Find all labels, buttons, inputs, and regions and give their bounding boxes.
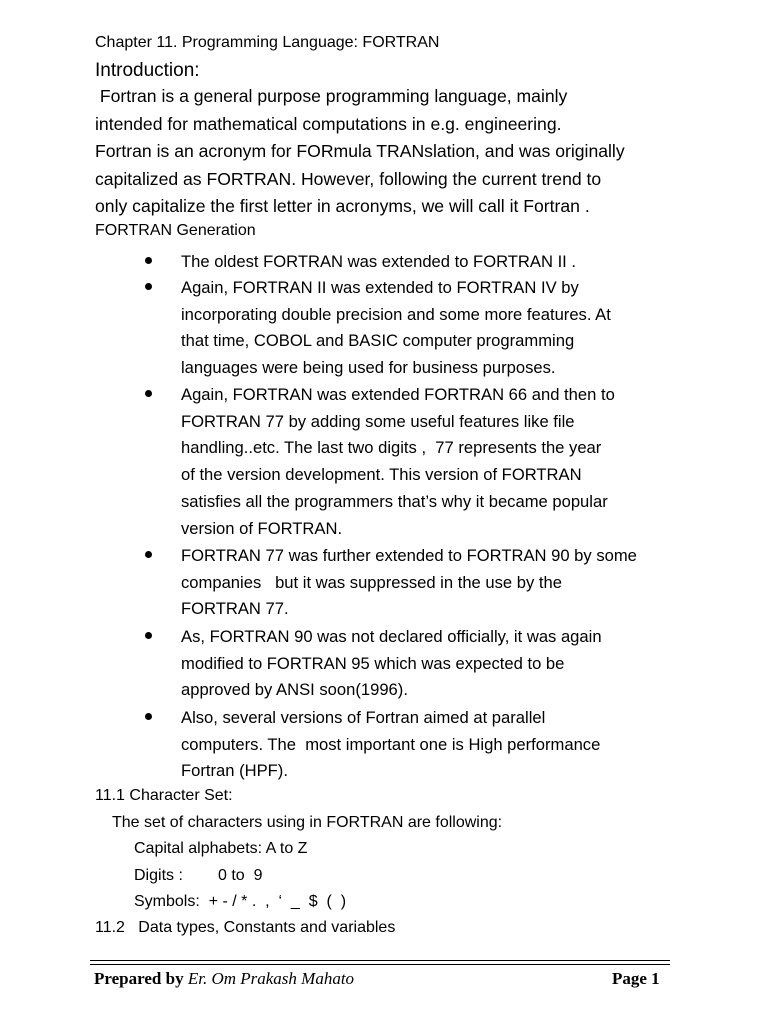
footer-prepared-by [94,969,354,989]
bullet-line: incorporating double precision and some more features. At [181,304,611,324]
bullet-line: Also, several versions of Fortran aimed at parallel [181,708,546,727]
prepared-by-label: Prepared by [94,969,184,988]
bullet-line: As, FORTRAN 90 was not declared officially, it was again [181,627,602,646]
bullet-icon [145,283,152,290]
bullet-line: FORTRAN 77 was further extended to FORTRAN 90 by some [181,546,637,565]
author-name: Er. Om Prakash Mahato [187,969,355,988]
charset-digits-value: 0 to 9 [218,867,263,884]
bullet-line: that time, COBOL and BASIC computer programming [181,331,575,351]
paragraph-line: Fortran is an acronym for FORmula TRANslation, and was originally [95,141,625,162]
bullet-line: FORTRAN 77 by adding some useful features like file [181,411,575,431]
bullet-line: Again, FORTRAN II was extended to FORTRAN IV by [181,278,579,297]
bullet-line: Again, FORTRAN was extended FORTRAN 66 and then to [181,385,615,404]
bullet-line: of the version development. This version of FORTRAN [181,465,582,485]
bullet-icon [145,713,152,720]
paragraph-line: Fortran is a general purpose programming language, mainly [95,86,568,106]
charset-capital-alphabets: Capital alphabets: A to Z [134,840,308,857]
bullet-line: Fortran (HPF). [181,761,288,781]
bullet-icon [145,551,152,558]
bullet-line: satisfies all the programmers that’s why it became popular [181,491,608,511]
bullet-line: version of FORTRAN. [181,518,343,538]
paragraph-line: intended for mathematical computations in e.g. engineering. [95,113,562,134]
bullet-line: computers. The most important one is High performance [181,734,601,754]
bullet-icon [145,257,152,264]
footer-rule [90,964,670,965]
bullet-line: FORTRAN 77. [181,599,289,619]
charset-intro: The set of characters using in FORTRAN are following: [112,814,503,831]
intro-heading: Introduction: [95,60,200,81]
footer-rule [90,960,670,961]
bullet-icon [145,390,152,397]
bullet-line: approved by ANSI soon(1996). [181,680,408,700]
bullet-line: handling..etc. The last two digits , 77 represents the year [181,438,602,458]
paragraph-line: capitalized as FORTRAN. However, following the current trend to [95,168,602,189]
paragraph-line: only capitalize the first letter in acronyms, we will call it Fortran . [95,196,590,217]
next-section-heading: 11.2 Data types, Constants and variables [95,919,396,936]
page-number: Page 1 [612,969,660,988]
bullet-line: modified to FORTRAN 95 which was expected to be [181,653,565,673]
bullet-line: languages were being used for business purposes. [181,358,556,378]
bullet-line: companies but it was suppressed in the use by the [181,572,562,592]
generation-heading: FORTRAN Generation [95,222,256,239]
charset-symbols: Symbols: + - / * . , ‘ _ $ ( ) [134,893,347,910]
charset-heading: 11.1 Character Set: [95,787,233,804]
chapter-title: Chapter 11. Programming Language: FORTRAN [95,34,440,51]
bullet-icon [145,632,152,639]
intro-paragraph [95,83,695,221]
bullet-line: The oldest FORTRAN was extended to FORTRAN II . [181,252,577,271]
charset-digits-label: Digits : [134,867,183,884]
